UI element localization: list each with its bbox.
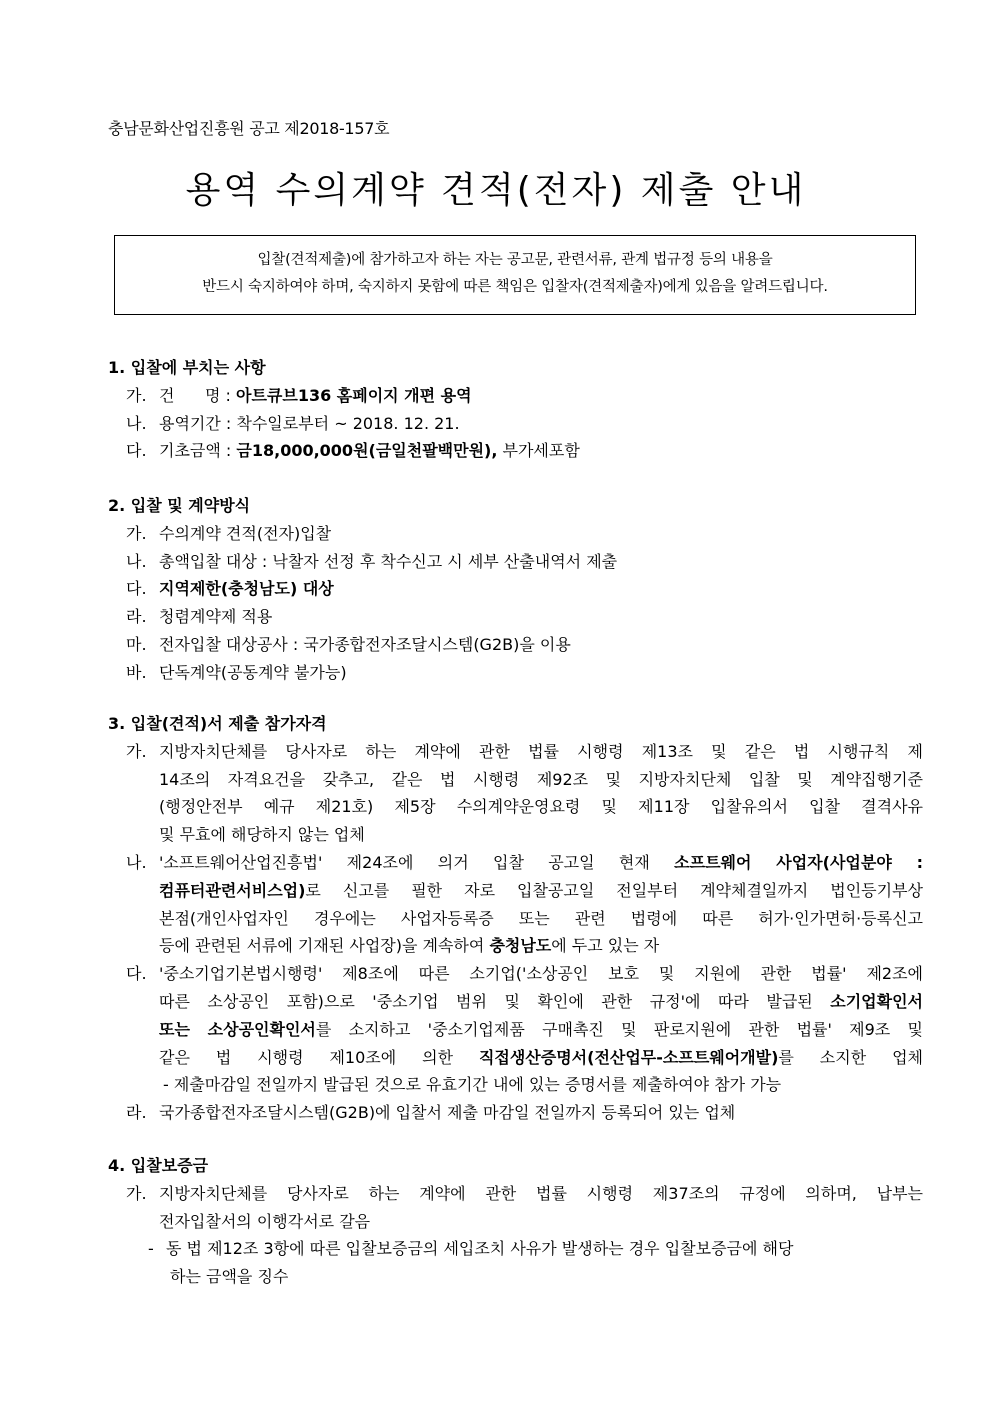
- item-text: 단독계약(공동계약 불가능): [159, 662, 347, 682]
- item-marker: 가.: [126, 385, 147, 405]
- item-line: [159, 1044, 923, 1072]
- intro-line-1: 입찰(견적제출)에 참가하고자 하는 자는 공고문, 관련서류, 관계 법규정 등의 내용을: [257, 252, 773, 268]
- s2-item-b: [108, 548, 923, 576]
- item-text: 를 소지하고 '중소기업제품 구매촉진 및 판로지원에 관한 법률' 제9조 및: [315, 1019, 923, 1039]
- s1-item-c: [108, 437, 923, 465]
- project-name: 아트큐브136 홈페이지 개편 용역: [236, 385, 472, 405]
- section-1-title: 1. 입찰에 부치는 사항: [108, 358, 266, 377]
- s2-item-c: [108, 575, 923, 603]
- notice-number: 충남문화산업진흥원 공고 제2018-157호: [108, 119, 390, 138]
- item-line: 지방자치단체를 당사자로 하는 계약에 관한 법률 시행령 제13조 및 같은 법 시행규칙 제: [159, 741, 923, 761]
- base-amount: 금18,000,000원(금일천팔백만원),: [236, 441, 498, 461]
- section-3-title: 3. 입찰(견적)서 제출 참가자격: [108, 714, 327, 733]
- s2-item-d: [108, 603, 923, 631]
- intro-notice-box: [114, 235, 916, 315]
- item-text: 에 두고 있는 자: [551, 936, 660, 956]
- item-tail: 부가세포함: [497, 441, 580, 461]
- item-marker: 다.: [126, 441, 147, 461]
- item-marker: 가.: [126, 523, 147, 543]
- item-text: 전자입찰 대상공사 : 국가종합전자조달시스템(G2B)을 이용: [159, 634, 571, 654]
- item-text: 따른 소상공인 포함)으로 '중소기업 범위 및 확인에 관한 규정'에 따라 발급된: [159, 991, 831, 1011]
- item-emphasis: 소프트웨어 사업자(사업분야 :: [674, 852, 923, 872]
- section-1: [108, 354, 923, 465]
- item-line: [159, 877, 923, 905]
- item-marker: 나.: [126, 551, 147, 571]
- item-emphasis: 충청남도: [489, 936, 552, 956]
- item-text: 지역제한(충청남도) 대상: [159, 579, 334, 599]
- s1-item-a: [108, 382, 923, 410]
- item-text: 를 소지한 업체: [778, 1047, 923, 1067]
- item-text: 청렴계약제 적용: [159, 607, 273, 627]
- section-4-title: 4. 입찰보증금: [108, 1156, 209, 1175]
- item-line: [159, 988, 923, 1016]
- section-4: [108, 1152, 923, 1291]
- item-line: 동 법 제12조 3항에 따른 입찰보증금의 세입조치 사유가 발생하는 경우 입찰보증금에 해당: [166, 1239, 794, 1259]
- item-marker: 다.: [126, 579, 147, 599]
- s4-item-a: [108, 1180, 923, 1236]
- item-text: 로 신고를 필한 자로 입찰공고일 전일부터 계약체결일까지 법인등기부상: [305, 880, 923, 900]
- item-marker: 나.: [126, 413, 147, 433]
- item-line: [159, 1016, 923, 1044]
- item-marker: 나.: [126, 852, 147, 872]
- item-marker: 가.: [126, 1183, 147, 1203]
- intro-line-2: 반드시 숙지하여야 하며, 숙지하지 못함에 따른 책임은 입찰자(견적제출자)에게 있음을 알려드립니다.: [202, 279, 828, 295]
- s3-item-b: [108, 849, 923, 960]
- s2-item-f: [108, 659, 923, 687]
- s3-item-d: [108, 1099, 923, 1127]
- s3-item-a: [108, 738, 923, 849]
- item-emphasis: 직접생산증명서(전산업무-소프트웨어개발): [478, 1047, 779, 1067]
- item-note: - 제출마감일 전일까지 발급된 것으로 유효기간 내에 있는 증명서를 제출하여야 참가 가능: [163, 1075, 782, 1095]
- s1-item-b: [108, 410, 923, 438]
- item-text: 같은 법 시행령 제10조에 의한: [159, 1047, 479, 1067]
- item-line: 14조의 자격요건을 갖추고, 같은 법 시행령 제92조 및 지방자치단체 입찰 및 계약집행기준: [159, 769, 923, 789]
- item-line: 전자입찰서의 이행각서로 갈음: [159, 1211, 371, 1231]
- item-marker: 라.: [126, 607, 147, 627]
- item-emphasis: 소기업확인서: [830, 991, 923, 1011]
- item-marker: -: [148, 1239, 154, 1259]
- s2-item-e: [108, 631, 923, 659]
- item-line: [159, 932, 923, 960]
- item-marker: 바.: [126, 662, 147, 682]
- s3-item-c: [108, 960, 923, 1099]
- item-line: 및 무효에 해당하지 않는 업체: [159, 825, 365, 845]
- page-title: 용역 수의계약 견적(전자) 제출 안내: [185, 170, 807, 211]
- item-text: 등에 관련된 서류에 기재된 사업장)을 계속하여: [159, 936, 490, 956]
- item-line: '중소기업기본법시행령' 제8조에 따른 소기업('소상공인 보호 및 지원에 관한 법률' 제2조에: [159, 964, 923, 984]
- section-2-title: 2. 입찰 및 계약방식: [108, 496, 251, 515]
- item-emphasis: 또는 소상공인확인서: [159, 1019, 316, 1039]
- s2-item-a: [108, 520, 923, 548]
- item-label: 기초금액 :: [159, 441, 237, 461]
- section-3: [108, 710, 923, 1127]
- item-text: 국가종합전자조달시스템(G2B)에 입찰서 제출 마감일 전일까지 등록되어 있는 업체: [159, 1103, 736, 1123]
- item-line: [159, 849, 923, 877]
- item-text: 용역기간 : 착수일로부터 ~ 2018. 12. 21.: [159, 413, 460, 433]
- item-text: 수의계약 견적(전자)입찰: [159, 523, 332, 543]
- section-2: [108, 492, 923, 687]
- item-marker: 라.: [126, 1103, 147, 1123]
- item-marker: 마.: [126, 634, 147, 654]
- item-marker: 다.: [126, 964, 147, 984]
- item-line: (행정안전부 예규 제21호) 제5장 수의계약운영요령 및 제11장 입찰유의서 입찰 결격사유: [159, 797, 923, 817]
- item-text: '소프트웨어산업진흥법' 제24조에 의거 입찰 공고일 현재: [159, 852, 675, 872]
- item-line: 하는 금액을 징수: [170, 1267, 289, 1287]
- item-line: 지방자치단체를 당사자로 하는 계약에 관한 법률 시행령 제37조의 규정에 의하며, 납부는: [159, 1183, 923, 1203]
- item-label: 건 명 :: [159, 385, 236, 405]
- item-marker: 가.: [126, 741, 147, 761]
- item-line: 본점(개인사업자인 경우에는 사업자등록증 또는 관련 법령에 따른 허가·인가면허·등록신고: [159, 908, 923, 928]
- item-emphasis: 컴퓨터관련서비스업): [159, 880, 306, 900]
- s4-sub-item: [108, 1235, 923, 1291]
- item-text: 총액입찰 대상 : 낙찰자 선정 후 착수신고 시 세부 산출내역서 제출: [159, 551, 618, 571]
